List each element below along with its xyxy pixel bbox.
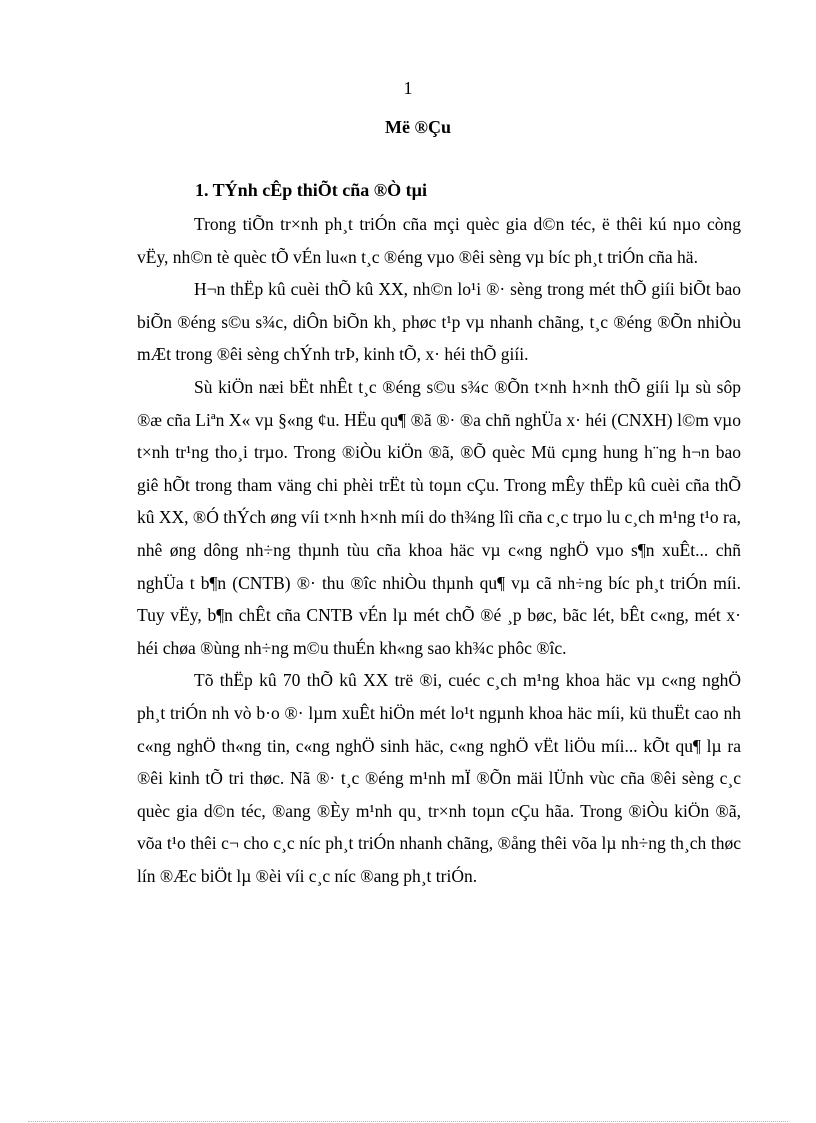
chapter-title: Më ®Çu <box>385 117 451 137</box>
page-number: 1 <box>403 78 413 98</box>
paragraph-3: Sù kiÖn næi bËt nhÊt t¸c ®éng s©u s¾c ®Õn t×nh h×nh thÕ giíi lµ sù sôp ®æ cña Liªn X« vµ §«ng ¢u. HËu qu¶ ®ã ®· ®a chñ nghÜa x· héi (CNXH) l©m vµo t×nh tr¹ng tho¸i trµo. Trong ®iÒu kiÖn ®ã, ®Õ quèc Mü cµng hung h¨ng h¬n bao giê hÕt trong tham väng chi phèi trËt tù toµn cÇu. Trong mÊy thËp kû cuèi cña thÕ kû XX, ®Ó thÝch øng víi t×nh h×nh míi do th¾ng lîi cña c¸c trµo lu c¸ch m¹ng t¹o ra, nhê øng dông nh÷ng thµnh tùu cña khoa häc vµ c«ng nghÖ vµo s¶n xuÊt... chñ nghÜa t b¶n (CNTB) ®· thu ®îc nhiÒu thµnh qu¶ vµ cã nh÷ng bíc ph¸t triÓn míi. Tuy vËy, b¶n chÊt cña CNTB vÉn lµ mét chÕ ®é ¸p bøc, bãc lét, bÊt c«ng, mét x· héi chøa ®ùng nh÷ng m©u thuÉn kh«ng sao kh¾c phôc ®îc. <box>137 376 741 658</box>
body-text <box>137 208 741 892</box>
footer-divider <box>28 1121 788 1122</box>
section-heading: 1. TÝnh cÊp thiÕt cña ®Ò tµi <box>195 180 428 200</box>
paragraph-2: H¬n thËp kû cuèi thÕ kû XX, nh©n lo¹i ®· sèng trong mét thÕ giíi biÕt bao biÕn ®éng s©u s¾c, diÔn biÕn kh¸ phøc t¹p vµ nhanh chãng, t¸c ®éng ®Õn nhiÒu mÆt trong ®êi sèng chÝnh trÞ, kinh tÕ, x· héi thÕ giíi. <box>137 279 741 365</box>
paragraph-1: Trong tiÕn tr×nh ph¸t triÓn cña mçi quèc gia d©n téc, ë thêi kú nµo còng vËy, nh©n tè quèc tÕ vÉn lu«n t¸c ®éng vµo ®êi sèng vµ bíc ph¸t triÓn cña hä. <box>137 214 741 267</box>
paragraph-4: Tõ thËp kû 70 thÕ kû XX trë ®i, cuéc c¸ch m¹ng khoa häc vµ c«ng nghÖ ph¸t triÓn nh vò b·o ®· lµm xuÊt hiÖn mét lo¹t ngµnh khoa häc míi, kü thuËt cao nh c«ng nghÖ th«ng tin, c«ng nghÖ sinh häc, c«ng nghÖ vËt liÖu míi... kÕt qu¶ lµ ra ®êi kinh tÕ tri thøc. Nã ®· t¸c ®éng m¹nh mÏ ®Õn mäi lÜnh vùc cña ®êi sèng c¸c quèc gia d©n téc, ®ang ®Èy m¹nh qu¸ tr×nh toµn cÇu hãa. Trong ®iÒu kiÖn ®ã, võa t¹o thêi c¬ cho c¸c níc ph¸t triÓn nhanh chãng, ®ång thêi võa lµ nh÷ng th¸ch thøc lín ®Æc biÖt lµ ®èi víi c¸c níc ®ang ph¸t triÓn. <box>137 670 741 886</box>
